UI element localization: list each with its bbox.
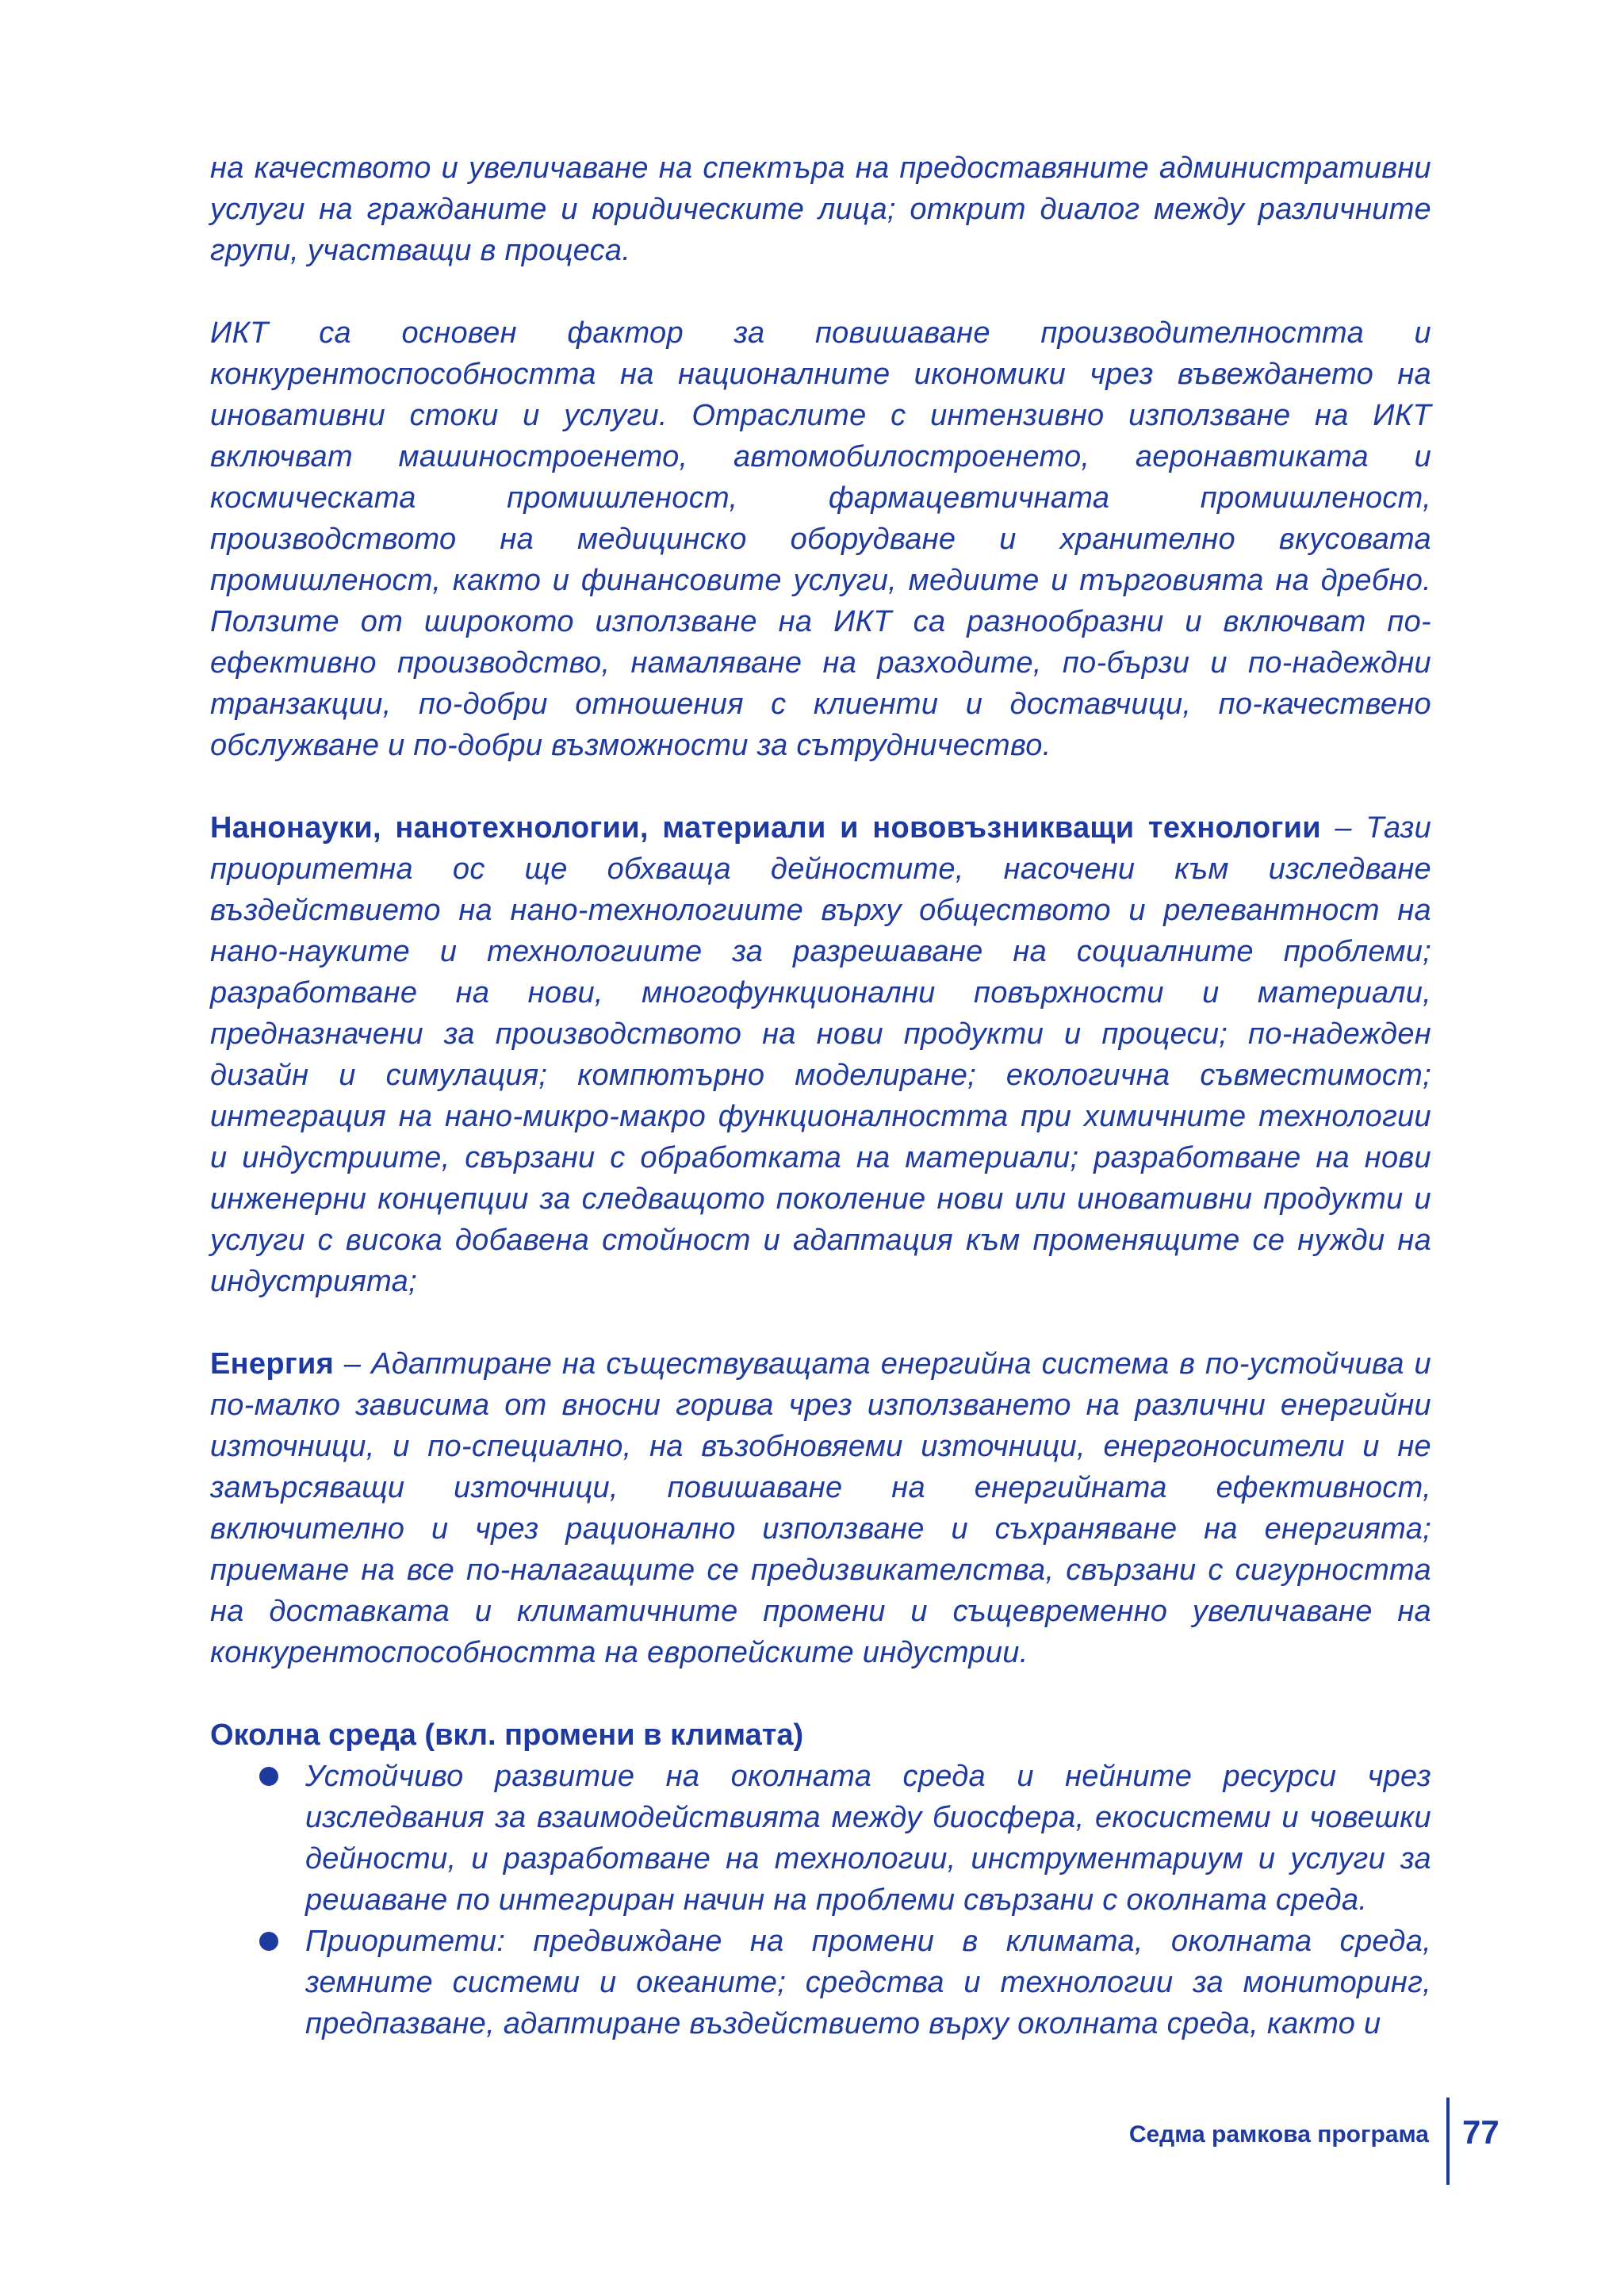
nanoscience-lead: Нанонауки, нанотехнологии, материали и нововъзникващи технологии <box>210 811 1321 845</box>
page-footer <box>1031 2098 1522 2185</box>
bullet-text: Устойчиво развитие на околната среда и нейните ресурси чрез изследвания за взаимодействията между биосфера, екосистеми и човешки дейности, и разработване на технологии, инструментариум и услуги за решаване по интегриран начин на проблеми свързани с околната среда. <box>305 1760 1431 1917</box>
page-body <box>210 148 1431 2044</box>
paragraph-energy <box>210 1343 1431 1673</box>
bullet-text: Приоритети: предвиждане на промени в климата, околната среда, земните системи и океаните; средства и технологии за мониторинг, предпазване, адаптиране въздействието върху околната среда, както и <box>305 1925 1431 2040</box>
paragraph-ict-factor: ИКТ са основен фактор за повишаване производителността и конкурентоспособността на националните икономики чрез въвеждането на иновативни стоки и услуги. Отраслите с интензивно използване на ИКТ включват машиностроенето, автомобилостроенето, аеронавтиката и космическата промишленост, фармацевтичната промишленост, производството на медицинско оборудване и хранително вкусовата промишленост, както и финансовите услуги, медиите и търговията на дребно. Ползите от широкото използване на ИКТ са разнообразни и включват по-ефективно производство, намаляване на разходите, по-бързи и по-надеждни транзакции, по-добри отношения с клиенти и доставчици, по-качествено обслужване и по-добри възможности за сътрудничество. <box>210 316 1431 762</box>
page-number: 77 <box>1462 2113 1500 2151</box>
footer-title: Седма рамкова програма <box>1128 2121 1429 2147</box>
list-item <box>210 1756 1431 1921</box>
paragraph-nanoscience <box>210 807 1431 1302</box>
environment-heading: Околна среда (вкл. промени в климата) <box>210 1718 804 1752</box>
nanoscience-body: – Тази приоритетна ос ще обхваща дейностите, насочени към изследване въздействието на нано-технологиите върху обществото и релевантност на нано-науките и технологиите за разрешаване на социалните проблеми; разработване на нови, многофункционални повърхности и материали, предназначени за производството на нови продукти и процеси; по-надежден дизайн и симулация; компютърно моделиране; екологична съвместимост; интеграция на нано-микро-макро функционалността при химичните технологии и индустриите, свързани с обработката на материали; разработване на нови инженерни концепции за следващото поколение нови или иновативни продукти и услуги с висока добавена стойност и адаптация към променящите се нужди на индустрията; <box>210 811 1431 1298</box>
bullet-icon <box>259 1767 278 1786</box>
list-item <box>210 1921 1431 2044</box>
bullet-icon <box>259 1932 278 1951</box>
footer-divider <box>1446 2098 1450 2185</box>
energy-lead: Енергия <box>210 1347 335 1381</box>
paragraph-ict-continued: на качеството и увеличаване на спектъра на предоставяните административни услуги на гражданите и юридическите лица; открит диалог между различните групи, участващи в процеса. <box>210 151 1431 267</box>
environment-bullet-list <box>210 1756 1431 2044</box>
energy-body: – Адаптиране на съществуващата енергийна система в по-устойчива и по-малко зависима от вносни горива чрез използването на различни енергийни източници, и по-специално, на възобновяеми източници, енергоносители и не замърсяващи източници, повишаване на енергийната ефективност, включително и чрез рационално използване и съхраняване на енергията; приемане на все по-налагащите се предизвикателства, свързани с сигурността на доставката и климатичните промени и същевременно увеличаване на конкурентоспособността на европейските индустрии. <box>210 1347 1431 1669</box>
